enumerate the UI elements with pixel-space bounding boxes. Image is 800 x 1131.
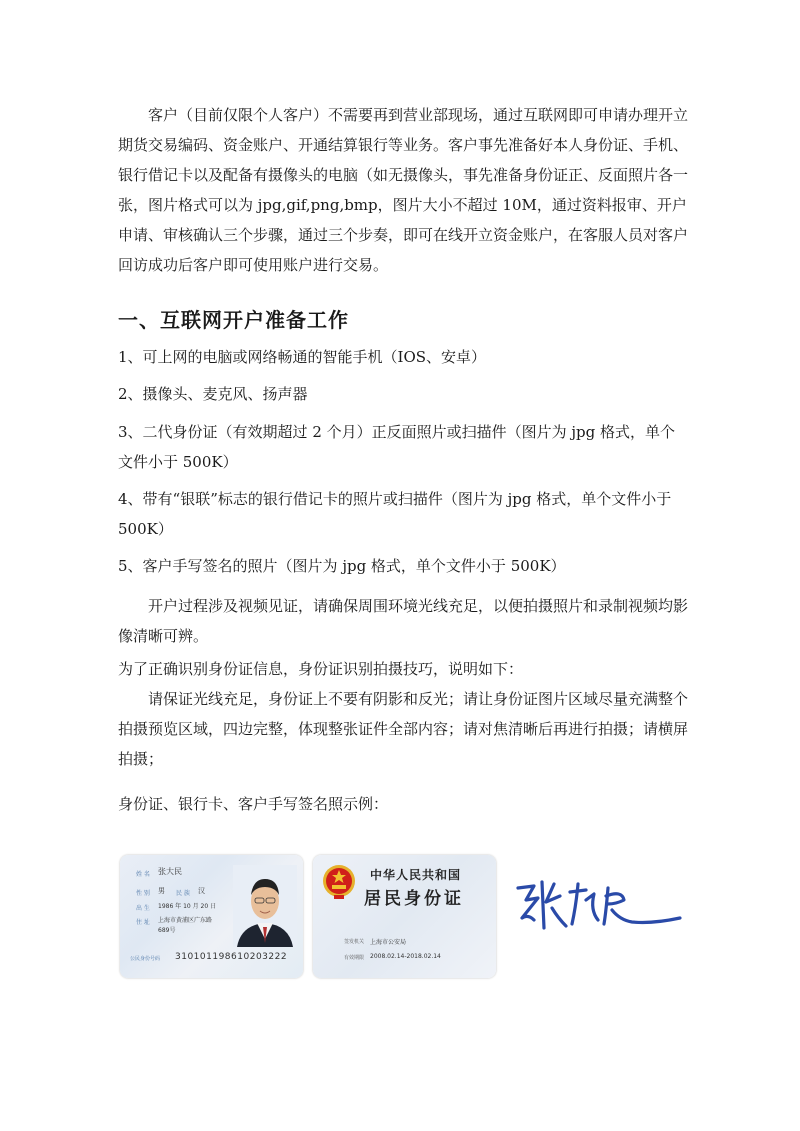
authority-label: 签发机关: [344, 939, 365, 945]
id-name-label: 姓 名: [136, 871, 150, 878]
section-heading: 一、互联网开户准备工作: [118, 308, 349, 332]
id-ethnic: 汉: [198, 887, 205, 895]
card-country: 中华人民共和国: [370, 868, 462, 882]
national-emblem-icon: [322, 864, 356, 900]
id-address-label: 住 址: [136, 919, 150, 926]
list-item-3: 3、二代身份证（有效期超过 2 个月）正反面照片或扫描件（图片为 jpg 格式，单个文件小于 500K）: [118, 423, 676, 471]
id-birth: 1986 年 10 月 20 日: [158, 903, 217, 910]
id-name: 张大民: [158, 867, 182, 876]
list-item-2: 2、摄像头、麦克风、扬声器: [118, 385, 308, 403]
id-intro-paragraph: 为了正确识别身份证信息，身份证识别拍摄技巧，说明如下：: [118, 660, 524, 678]
list-item-5: 5、客户手写签名的照片（图片为 jpg 格式，单个文件小于 500K）: [118, 557, 566, 575]
validity: 2008.02.14-2018.02.14: [370, 953, 441, 960]
id-tips-paragraph: 请保证光线充足，身份证上不要有阴影和反光；请让身份证图片区域尽量充满整个拍摄预览区域，四边完整，体现整张证件全部内容；请对焦清晰后再进行拍摄；请横屏拍摄；: [118, 690, 689, 768]
list-item-4: 4、带有“银联”标志的银行借记卡的照片或扫描件（图片为 jpg 格式，单个文件小于 500K）: [118, 490, 672, 538]
id-address-line1: 上海市黄浦区广东路: [158, 917, 213, 924]
example-caption: 身份证、银行卡、客户手写签名照示例：: [118, 795, 389, 813]
video-note-paragraph: 开户过程涉及视频见证，请确保周围环境光线充足，以便拍摄照片和录制视频均影像清晰可辨。: [118, 597, 689, 645]
card-title: 居民身份证: [364, 889, 464, 909]
validity-label: 有效期限: [344, 955, 365, 961]
intro-paragraph: 客户（目前仅限个人客户）不需要再到营业部现场，通过互联网即可申请办理开立期货交易编码、资金账户、开通结算银行等业务。客户事先准备好本人身份证、手机、银行借记卡以及配备有摄像头的电脑（如无摄像头，事先准备身份证正、反面照片各一张，图片格式可以为 jpg,gif,png,bmp，图片大小不超过 10M，通过资料报审、开户申请、审核确认三个步骤，通过三个步奏，即可在线开立资金账户，在客服人员对客户回访成功后客户即可使用账户进行交易。: [118, 106, 689, 274]
id-sex-label: 性 别: [136, 890, 150, 897]
id-number: 310101198610203222: [175, 952, 288, 962]
portrait-photo-icon: [233, 865, 297, 947]
id-number-label: 公民身份号码: [130, 956, 161, 962]
id-birth-label: 出 生: [136, 905, 150, 912]
authority: 上海市公安局: [370, 939, 407, 946]
handwritten-signature-icon: [512, 874, 684, 938]
id-address-line2: 689号: [158, 927, 176, 934]
id-ethnic-label: 民 族: [176, 890, 190, 897]
list-item-1: 1、可上网的电脑或网络畅通的智能手机（IOS、安卓）: [118, 348, 487, 366]
id-sex: 男: [158, 887, 165, 895]
